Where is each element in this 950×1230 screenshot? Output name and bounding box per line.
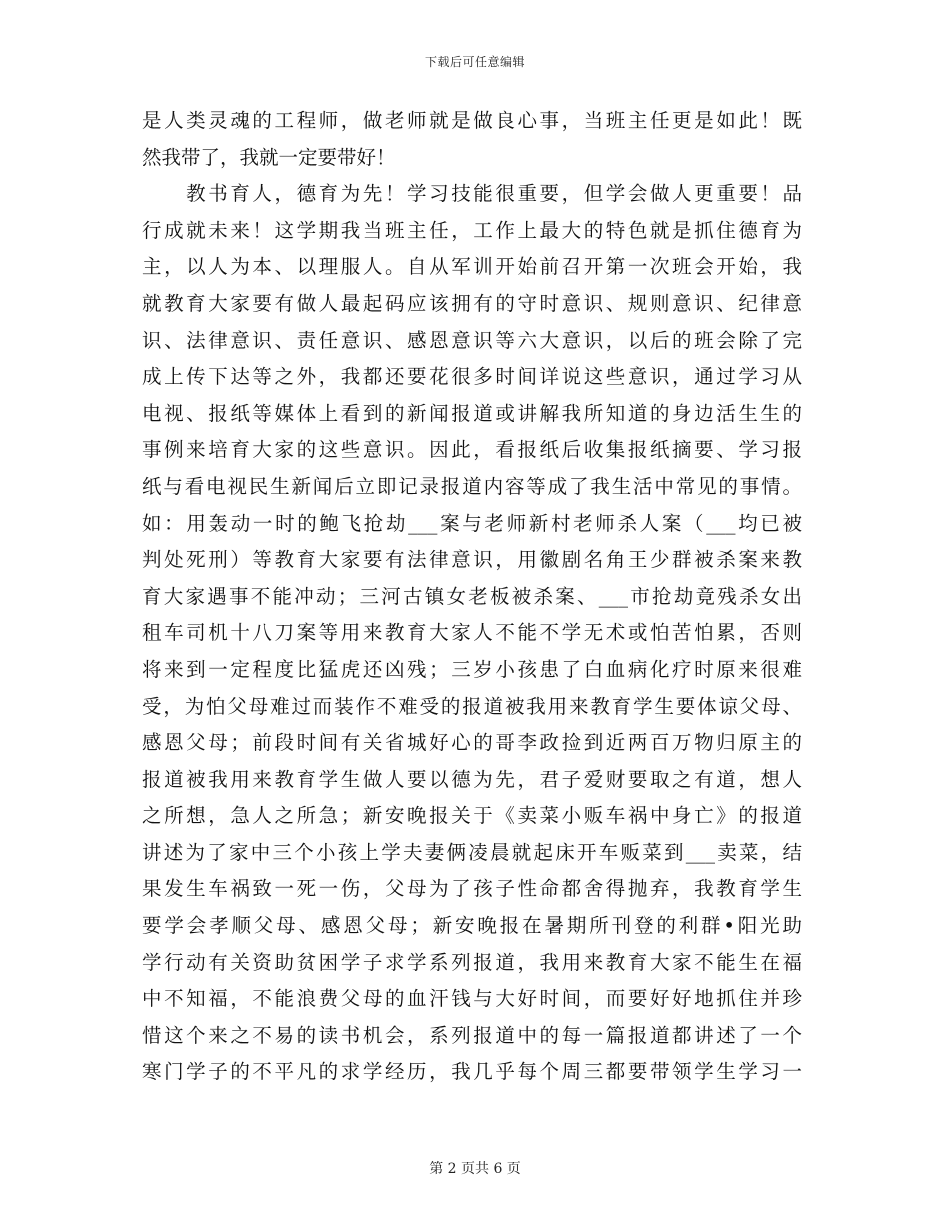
page-header: 下载后可任意编辑 (424, 55, 525, 69)
text-line: 讲述为了家中三个小孩上学夫妻俩凌晨就起床开车贩菜到___卖菜，结 (142, 840, 802, 864)
text-line: 学行动有关资助贫困学子求学系列报道，我用来教育大家不能生在福 (142, 950, 802, 974)
text-line: 育大家遇事不能冲动；三河古镇女老板被杀案、___市抢劫竟残杀女出 (142, 584, 802, 608)
text-line: 将来到一定程度比猛虎还凶残；三岁小孩患了白血病化疗时原来很难 (142, 657, 802, 681)
text-line: 惜这个来之不易的读书机会，系列报道中的每一篇报道都讲述了一个 (142, 1023, 802, 1047)
text-line: 租车司机十八刀案等用来教育大家人不能不学无术或怕苦怕累，否则 (142, 621, 802, 645)
text-line: 报道被我用来教育学生做人要以德为先，君子爱财要取之有道，想人 (142, 767, 802, 791)
text-line: 纸与看电视民生新闻后立即记录报道内容等成了我生活中常见的事情。 (142, 474, 802, 498)
text-line: 就教育大家要有做人最起码应该拥有的守时意识、规则意识、纪律意 (142, 291, 802, 315)
text-line: 然我带了，我就一定要带好！ (142, 145, 396, 169)
text-line: 电视、报纸等媒体上看到的新闻报道或讲解我所知道的身边活生生的 (142, 401, 802, 425)
text-line: 之所想，急人之所急；新安晚报关于《卖菜小贩车祸中身亡》的报道 (142, 804, 802, 828)
text-line: 要学会孝顺父母、感恩父母；新安晚报在暑期所刊登的利群•阳光助 (142, 914, 802, 938)
text-line: 成上传下达等之外，我都还要花很多时间详说这些意识，通过学习从 (142, 365, 802, 389)
text-line: 受，为怕父母难过而装作不难受的报道被我用来教育学生要体谅父母、 (142, 694, 802, 718)
text-line: 主，以人为本、以理服人。自从军训开始前召开第一次班会开始，我 (142, 255, 802, 279)
text-line: 判处死刑）等教育大家要有法律意识，用徽剧名角王少群被杀案来教 (142, 548, 802, 572)
text-line: 感恩父母；前段时间有关省城好心的哥李政捡到近两百万物归原主的 (142, 731, 802, 755)
text-line: 事例来培育大家的这些意识。因此，看报纸后收集报纸摘要、学习报 (142, 438, 802, 462)
text-line: 如：用轰动一时的鲍飞抢劫___案与老师新村老师杀人案（___均已被 (142, 511, 802, 535)
text-line: 识、法律意识、责任意识、感恩意识等六大意识，以后的班会除了完 (142, 328, 802, 352)
document-body (142, 103, 802, 1091)
text-line: 教书育人，德育为先！学习技能很重要，但学会做人更重要！品 (142, 182, 802, 206)
text-line: 果发生车祸致一死一伤，父母为了孩子性命都舍得抛弃，我教育学生 (142, 877, 802, 901)
text-line: 是人类灵魂的工程师，做老师就是做良心事，当班主任更是如此！既 (142, 109, 802, 132)
text-line: 行成就未来！这学期我当班主任，工作上最大的特色就是抓住德育为 (142, 218, 802, 242)
text-line: 中不知福，不能浪费父母的血汗钱与大好时间，而要好好地抓住并珍 (142, 987, 802, 1011)
text-line: 寒门学子的不平凡的求学经历，我几乎每个周三都要带领学生学习一 (142, 1060, 802, 1084)
page-footer: 第 2 页共 6 页 (429, 1161, 521, 1177)
